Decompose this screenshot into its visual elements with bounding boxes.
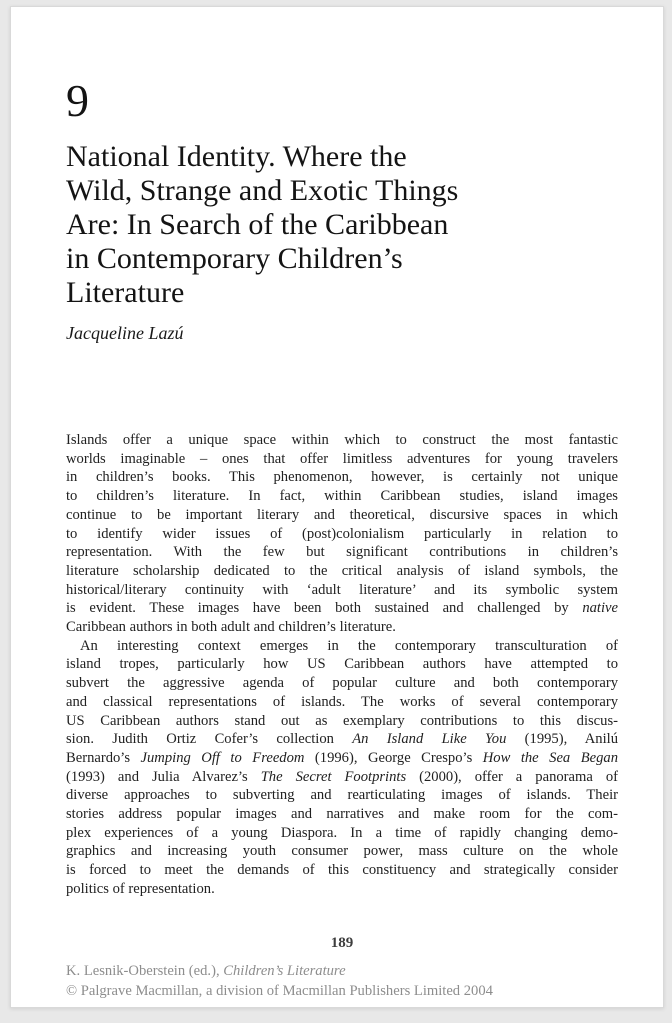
chapter-title bbox=[66, 140, 618, 310]
imprint-line-1 bbox=[66, 961, 618, 982]
text-line bbox=[66, 637, 618, 656]
text-run: literature scholarship dedicated to the critical analysis of island symbols, the bbox=[66, 562, 618, 579]
text-run: island tropes, particularly how US Caribbean authors have attempted to bbox=[66, 656, 618, 673]
title-line: Wild, Strange and Exotic Things bbox=[66, 174, 459, 207]
italic-text-run: The Secret Footprints bbox=[260, 768, 407, 785]
text-line bbox=[66, 824, 618, 843]
italic-text-run: An Island Like You bbox=[352, 731, 507, 748]
text-line bbox=[66, 599, 618, 618]
text-line bbox=[66, 786, 618, 805]
author-name: Jacqueline Lazú bbox=[66, 323, 184, 343]
text-run: K. Lesnik-Oberstein (ed.), bbox=[66, 962, 224, 979]
text-line bbox=[66, 861, 618, 880]
text-run: subvert the aggressive agenda of popular culture and both contemporary bbox=[66, 675, 618, 692]
text-run: An interesting context emerges in the contemporary transculturation of bbox=[80, 637, 618, 654]
text-line bbox=[66, 674, 618, 693]
title-line: Are: In Search of the Caribbean bbox=[66, 208, 449, 241]
text-run: representation. With the few but significant contributions in children’s bbox=[66, 544, 618, 561]
paragraph bbox=[66, 431, 618, 637]
text-run: stories address popular images and narratives and make room for the com- bbox=[66, 806, 618, 823]
text-run: to identify wider issues of (post)colonialism particularly in relation to bbox=[66, 525, 618, 542]
italic-text-run: Children’s Literature bbox=[223, 962, 346, 979]
text-run: (1996), George Crespo’s bbox=[304, 749, 483, 766]
text-run: worlds imaginable – ones that offer limitless adventures for young travelers bbox=[66, 450, 618, 467]
text-line bbox=[66, 880, 618, 899]
text-line bbox=[66, 712, 618, 731]
text-run: (1993) and Julia Alvarez’s bbox=[66, 768, 261, 785]
text-line bbox=[66, 562, 618, 581]
text-line bbox=[66, 468, 618, 487]
text-line bbox=[66, 525, 618, 544]
text-line bbox=[66, 487, 618, 506]
title-line: in Contemporary Children’s bbox=[66, 242, 403, 275]
imprint bbox=[66, 961, 618, 1002]
italic-text-run: How the Sea Began bbox=[482, 749, 618, 766]
body-text bbox=[66, 431, 618, 899]
text-run: Bernardo’s bbox=[66, 749, 141, 766]
text-line bbox=[66, 730, 618, 749]
text-run: Caribbean authors in both adult and children’s literature. bbox=[66, 619, 396, 636]
book-page bbox=[10, 6, 664, 1008]
text-line bbox=[66, 506, 618, 525]
text-run: to children’s literature. In fact, within Caribbean studies, island images bbox=[66, 488, 618, 505]
chapter-number: 9 bbox=[66, 75, 89, 126]
text-run: historical/literary continuity with ‘adult literature’ and its symbolic system bbox=[66, 581, 618, 598]
text-run: (1995), Anilú bbox=[506, 731, 618, 748]
italic-text-run: native bbox=[582, 600, 618, 617]
text-run: US Caribbean authors stand out as exemplary contributions to this discus- bbox=[66, 712, 618, 729]
italic-text-run: Jumping Off to Freedom bbox=[140, 749, 305, 766]
text-run: politics of representation. bbox=[66, 880, 215, 897]
text-run: graphics and increasing youth consumer power, mass culture on the whole bbox=[66, 843, 618, 860]
text-line bbox=[66, 618, 618, 637]
text-line bbox=[66, 842, 618, 861]
text-line bbox=[66, 768, 618, 787]
page-number: 189 bbox=[330, 934, 354, 951]
text-run: in children’s books. This phenomenon, however, is certainly not unique bbox=[66, 469, 618, 486]
text-line bbox=[66, 431, 618, 450]
text-run: continue to be important literary and theoretical, discursive spaces in which bbox=[66, 506, 618, 523]
text-line bbox=[66, 655, 618, 674]
text-run: and classical representations of islands. The works of several contemporary bbox=[66, 693, 618, 710]
text-line bbox=[66, 581, 618, 600]
text-line bbox=[66, 543, 618, 562]
paragraph bbox=[66, 637, 618, 899]
text-run: Islands offer a unique space within which to construct the most fantastic bbox=[66, 432, 618, 448]
text-line bbox=[66, 805, 618, 824]
text-line bbox=[66, 749, 618, 768]
text-run: plex experiences of a young Diaspora. In a time of rapidly changing demo- bbox=[66, 824, 618, 841]
text-run: (2000), offer a panorama of bbox=[406, 768, 618, 785]
text-line bbox=[66, 693, 618, 712]
text-run: is forced to meet the demands of this constituency and strategically consider bbox=[66, 862, 618, 879]
text-run: is evident. These images have been both sustained and challenged by bbox=[66, 600, 583, 617]
text-run: diverse approaches to subverting and rearticulating images of islands. Their bbox=[66, 787, 618, 804]
title-line: National Identity. Where the bbox=[66, 140, 407, 173]
title-line: Literature bbox=[66, 276, 185, 309]
text-line bbox=[66, 450, 618, 469]
text-run: sion. Judith Ortiz Cofer’s collection bbox=[66, 731, 353, 748]
imprint-line-2: © Palgrave Macmillan, a division of Macmillan Publishers Limited 2004 bbox=[66, 983, 493, 1000]
